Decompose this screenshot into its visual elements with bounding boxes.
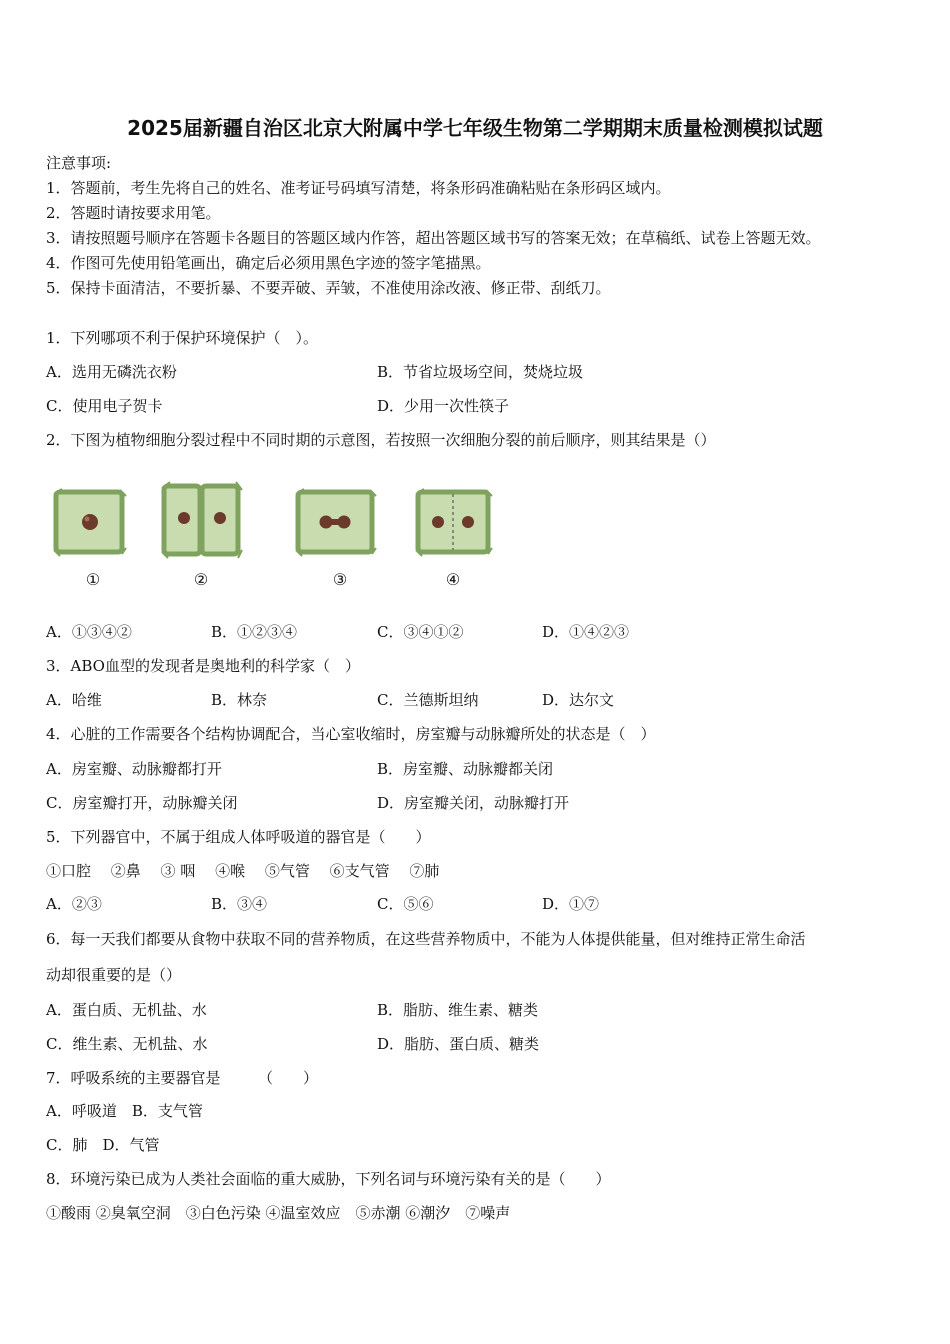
q2-option-c: C．③④①② [377, 623, 464, 641]
note-item: 5．保持卡面清洁，不要折暴、不要弄破、弄皱，不准使用涂改液、修正带、刮纸刀。 [46, 279, 611, 297]
cell-stage-1-image [52, 488, 128, 558]
question-5-stem: 5．下列器官中，不属于组成人体呼吸道的器官是（ ） [46, 828, 431, 846]
question-3-stem: 3．ABO血型的发现者是奥地利的科学家（ ） [46, 657, 360, 675]
cell-stage-2-image [160, 480, 244, 560]
q3-option-d: D．达尔文 [542, 691, 615, 709]
question-4-stem: 4．心脏的工作需要各个结构协调配合，当心室收缩时，房室瓣与动脉瓣所处的状态是（ ） [46, 725, 656, 743]
note-item: 3．请按照题号顺序在答题卡各题目的答题区域内作答，超出答题区域书写的答案无效；在草稿纸、试卷上答题无效。 [46, 229, 821, 247]
cell-stage-4-image [414, 488, 494, 558]
q1-option-d: D．少用一次性筷子 [377, 397, 510, 415]
q4-option-d: D．房室瓣关闭，动脉瓣打开 [377, 794, 570, 812]
q4-option-c: C．房室瓣打开，动脉瓣关闭 [46, 794, 238, 812]
q2-option-d: D．①④②③ [542, 623, 630, 641]
q6-option-c: C．维生素、无机盐、水 [46, 1035, 208, 1053]
q1-option-a: A．选用无磷洗衣粉 [46, 363, 177, 381]
q3-option-a: A．哈维 [46, 691, 102, 709]
question-7-stem: 7．呼吸系统的主要器官是 （ ） [46, 1069, 319, 1087]
q8-items: ①酸雨 ②臭氧空洞 ③白色污染 ④温室效应 ⑤赤潮 ⑥潮汐 ⑦噪声 [46, 1204, 511, 1222]
q2-option-a: A．①③④② [46, 623, 132, 641]
cell-division-figure [46, 478, 506, 598]
q4-option-b: B．房室瓣、动脉瓣都关闭 [377, 760, 554, 778]
q1-option-b: B．节省垃圾场空间，焚烧垃圾 [377, 363, 584, 381]
q5-option-c: C．⑤⑥ [377, 895, 434, 913]
note-item: 1．答题前，考生先将自己的姓名、准考证号码填写清楚，将条形码准确粘贴在条形码区域内。 [46, 179, 671, 197]
question-1-stem: 1．下列哪项不利于保护环境保护（ ）。 [46, 329, 319, 347]
q3-option-b: B．林奈 [211, 691, 268, 709]
question-2-stem: 2．下图为植物细胞分裂过程中不同时期的示意图，若按照一次细胞分裂的前后顺序，则其结果是（） [46, 431, 716, 449]
cell-stage-3-image [294, 488, 378, 558]
cell-label-1: ① [85, 570, 101, 589]
question-6-stem-line-2: 动却很重要的是（） [46, 966, 182, 984]
cell-label-2: ② [193, 570, 209, 589]
notes-heading: 注意事项: [46, 154, 112, 172]
q6-option-a: A．蛋白质、无机盐、水 [46, 1001, 207, 1019]
note-item: 2．答题时请按要求用笔。 [46, 204, 221, 222]
q4-option-a: A．房室瓣、动脉瓣都打开 [46, 760, 222, 778]
q5-items: ①口腔 ②鼻 ③ 咽 ④喉 ⑤气管 ⑥支气管 ⑦肺 [46, 862, 440, 880]
cell-label-3: ③ [332, 570, 348, 589]
q5-option-a: A．②③ [46, 895, 102, 913]
question-8-stem: 8．环境污染已成为人类社会面临的重大威胁，下列名词与环境污染有关的是（ ） [46, 1170, 611, 1188]
q7-options-ab: A．呼吸道 B．支气管 [46, 1102, 203, 1120]
cell-label-4: ④ [445, 570, 461, 589]
q7-options-cd: C．肺 D．气管 [46, 1136, 160, 1154]
q6-option-d: D．脂肪、蛋白质、糖类 [377, 1035, 540, 1053]
q6-option-b: B．脂肪、维生素、糖类 [377, 1001, 539, 1019]
page-title: 2025届新疆自治区北京大附属中学七年级生物第二学期期末质量检测模拟试题 [127, 116, 823, 140]
q3-option-c: C．兰德斯坦纳 [377, 691, 479, 709]
q2-option-b: B．①②③④ [211, 623, 298, 641]
q5-option-b: B．③④ [211, 895, 268, 913]
q1-option-c: C．使用电子贺卡 [46, 397, 163, 415]
q5-option-d: D．①⑦ [542, 895, 600, 913]
question-6-stem-line-1: 6．每一天我们都要从食物中获取不同的营养物质，在这些营养物质中，不能为人体提供能量，但对维持正常生命活 [46, 930, 806, 948]
note-item: 4．作图可先使用铅笔画出，确定后必须用黑色字迹的签字笔描黑。 [46, 254, 491, 272]
